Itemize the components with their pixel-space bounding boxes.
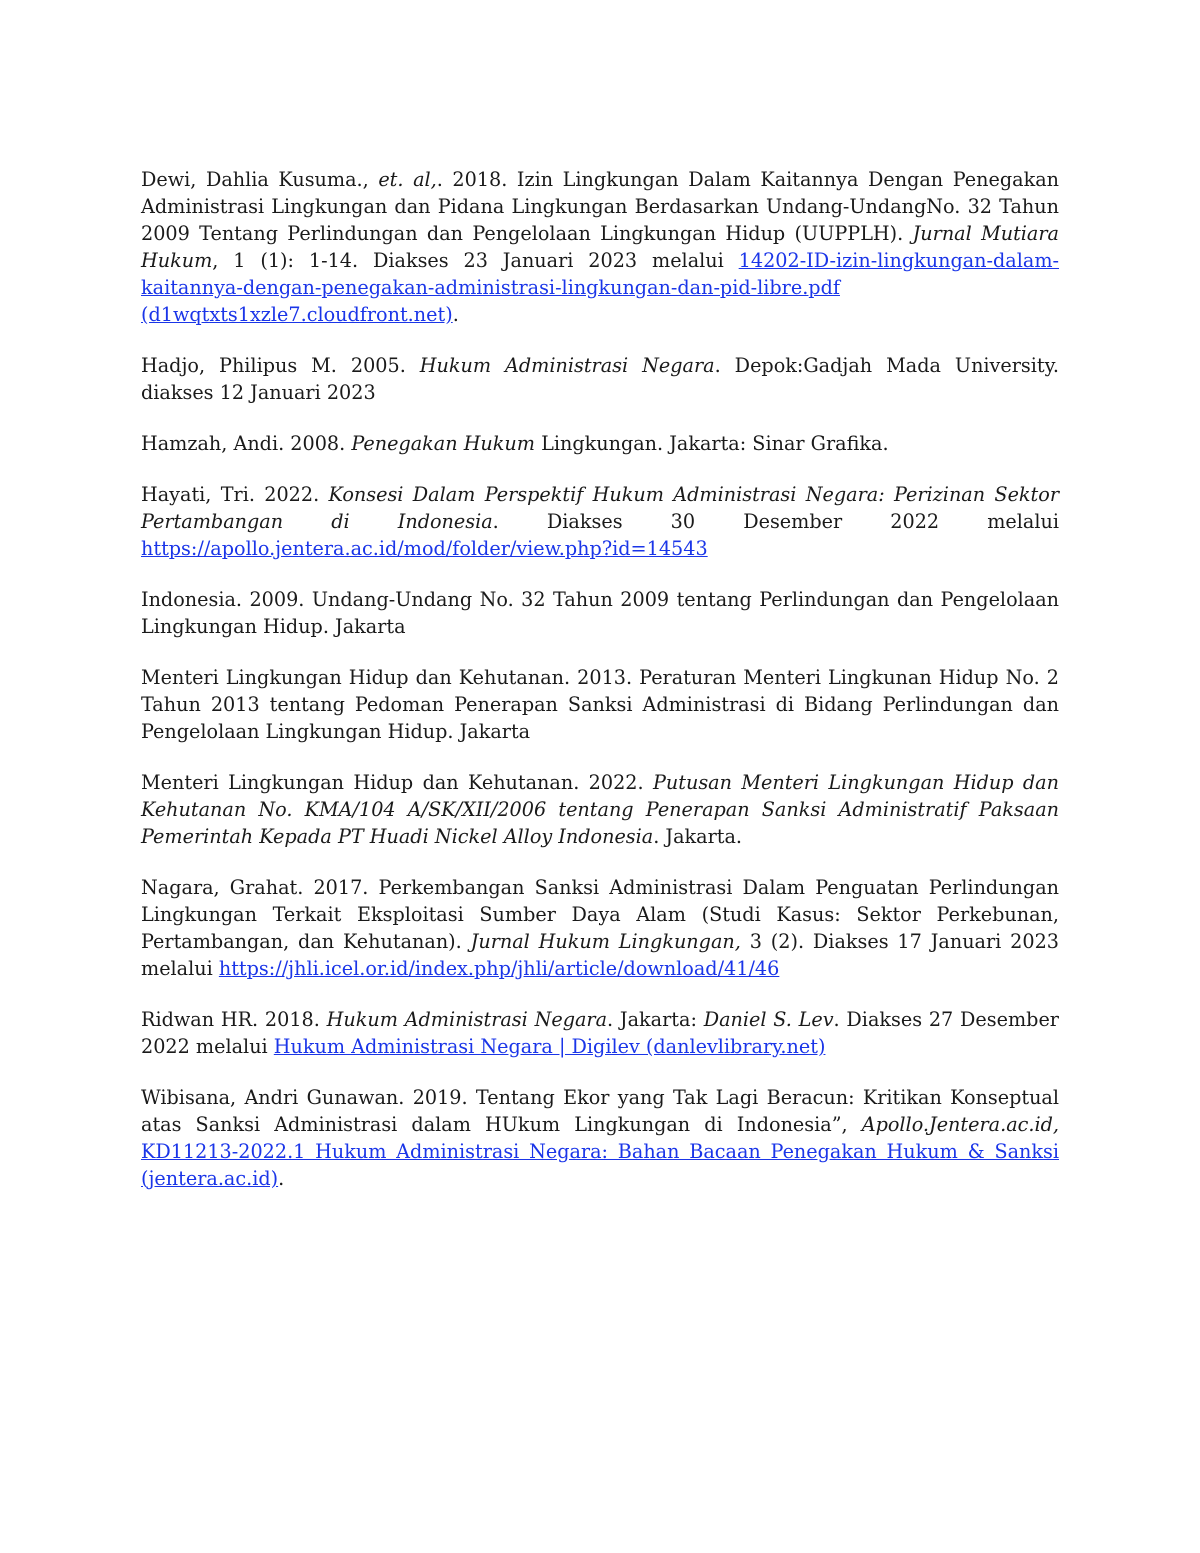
reference-italic-text: Daniel S. Lev bbox=[703, 1008, 834, 1031]
reference-text: Hamzah, Andi. 2008. bbox=[141, 432, 352, 455]
reference-text: Dewi, Dahlia Kusuma., bbox=[141, 168, 379, 191]
reference-text: . bbox=[278, 1167, 285, 1190]
reference-text: Lingkungan. Jakarta: Sinar Grafika. bbox=[534, 432, 889, 455]
reference-link[interactable]: Hukum Administrasi Negara | Digilev (danlevlibrary.net) bbox=[273, 1035, 826, 1058]
reference-italic-text: Jurnal Hukum Lingkungan, bbox=[470, 930, 741, 953]
reference-link[interactable]: 14202-ID-izin-lingkungan-dalam-kaitannya-dengan-penegakan-administrasi-lingkungan-dan-pid-libre.pdf (d1wqtxts1xzle7.cloudfront.net) bbox=[141, 249, 1059, 326]
reference-text: . Diakses 27 Desember 2022 melalui bbox=[141, 1008, 1059, 1058]
reference-text: . bbox=[452, 303, 459, 326]
reference-text: Wibisana, Andri Gunawan. 2019. Tentang Ekor yang Tak Lagi Beracun: Kritikan Konseptual atas Sanksi Administrasi dalam HUkum Lingkungan di Indonesia”, bbox=[141, 1086, 1059, 1136]
reference-entry bbox=[141, 769, 1059, 850]
reference-entry bbox=[141, 1006, 1059, 1060]
reference-italic-text: Konsesi Dalam Perspektif Hukum Administrasi Negara: Perizinan Sektor Pertambangan di Indonesia bbox=[141, 483, 1059, 533]
reference-entry bbox=[141, 430, 1059, 457]
reference-link[interactable]: https://jhli.icel.or.id/index.php/jhli/article/download/41/46 bbox=[218, 957, 780, 980]
reference-text: . Diakses 30 Desember 2022 melalui bbox=[492, 510, 1059, 533]
reference-entry bbox=[141, 664, 1059, 745]
reference-link[interactable]: KD11213-2022.1 Hukum Administrasi Negara: Bahan Bacaan Penegakan Hukum & Sanksi (jentera.ac.id) bbox=[141, 1140, 1059, 1190]
reference-text: Nagara, Grahat. 2017. Perkembangan Sanksi Administrasi Dalam Penguatan Perlindungan Lingkungan Terkait Eksploitasi Sumber Daya Alam (Studi Kasus: Sektor Perkebunan, Pertambangan, dan Kehutanan). bbox=[141, 876, 1059, 953]
reference-text: Menteri Lingkungan Hidup dan Kehutanan. 2013. Peraturan Menteri Lingkunan Hidup No. 2 Tahun 2013 tentang Pedoman Penerapan Sanksi Administrasi di Bidang Perlindungan dan Pengelolaan Lingkungan Hidup. Jakarta bbox=[141, 666, 1059, 743]
reference-italic-text: et. al, bbox=[378, 168, 437, 191]
reference-italic-text: Hukum Administrasi Negara bbox=[419, 354, 715, 377]
reference-italic-text: Apollo.Jentera.ac.id, bbox=[861, 1113, 1059, 1136]
reference-text: Indonesia. 2009. Undang-Undang No. 32 Tahun 2009 tentang Perlindungan dan Pengelolaan Lingkungan Hidup. Jakarta bbox=[141, 588, 1059, 638]
reference-text: Hadjo, Philipus M. 2005. bbox=[141, 354, 420, 377]
reference-italic-text: Penegakan Hukum bbox=[351, 432, 535, 455]
reference-text: , 1 (1): 1-14. Diakses 23 Januari 2023 melalui bbox=[212, 249, 739, 272]
reference-italic-text: Putusan Menteri Lingkungan Hidup dan Kehutanan No. KMA/104 A/SK/XII/2006 tentang Penerapan Sanksi Administratif Paksaan Pemerintah Kepada PT Huadi Nickel Alloy Indonesia bbox=[141, 771, 1059, 848]
reference-entry bbox=[141, 1084, 1059, 1192]
reference-italic-text: Jurnal Mutiara Hukum bbox=[141, 222, 1059, 272]
reference-entry bbox=[141, 166, 1059, 328]
reference-text: . Jakarta. bbox=[653, 825, 743, 848]
reference-entry bbox=[141, 352, 1059, 406]
reference-text: . Depok:Gadjah Mada University. diakses 12 Januari 2023 bbox=[141, 354, 1060, 404]
reference-text: Ridwan HR. 2018. bbox=[141, 1008, 327, 1031]
reference-text: Menteri Lingkungan Hidup dan Kehutanan. 2022. bbox=[141, 771, 653, 794]
reference-text: . 2018. Izin Lingkungan Dalam Kaitannya Dengan Penegakan Administrasi Lingkungan dan Pidana Lingkungan Berdasarkan Undang-UndangNo. 32 Tahun 2009 Tentang Perlindungan dan Pengelolaan Lingkungan Hidup (UUPPLH). bbox=[141, 168, 1059, 245]
reference-italic-text: Hukum Administrasi Negara bbox=[326, 1008, 608, 1031]
reference-text: Hayati, Tri. 2022. bbox=[141, 483, 329, 506]
reference-text: 3 (2). Diakses 17 Januari 2023 melalui bbox=[141, 930, 1059, 980]
reference-entry bbox=[141, 481, 1059, 562]
reference-entry bbox=[141, 874, 1059, 982]
reference-link[interactable]: https://apollo.jentera.ac.id/mod/folder/view.php?id=14543 bbox=[141, 537, 708, 560]
reference-list bbox=[141, 166, 1059, 1216]
reference-entry bbox=[141, 586, 1059, 640]
reference-text: . Jakarta: bbox=[607, 1008, 704, 1031]
